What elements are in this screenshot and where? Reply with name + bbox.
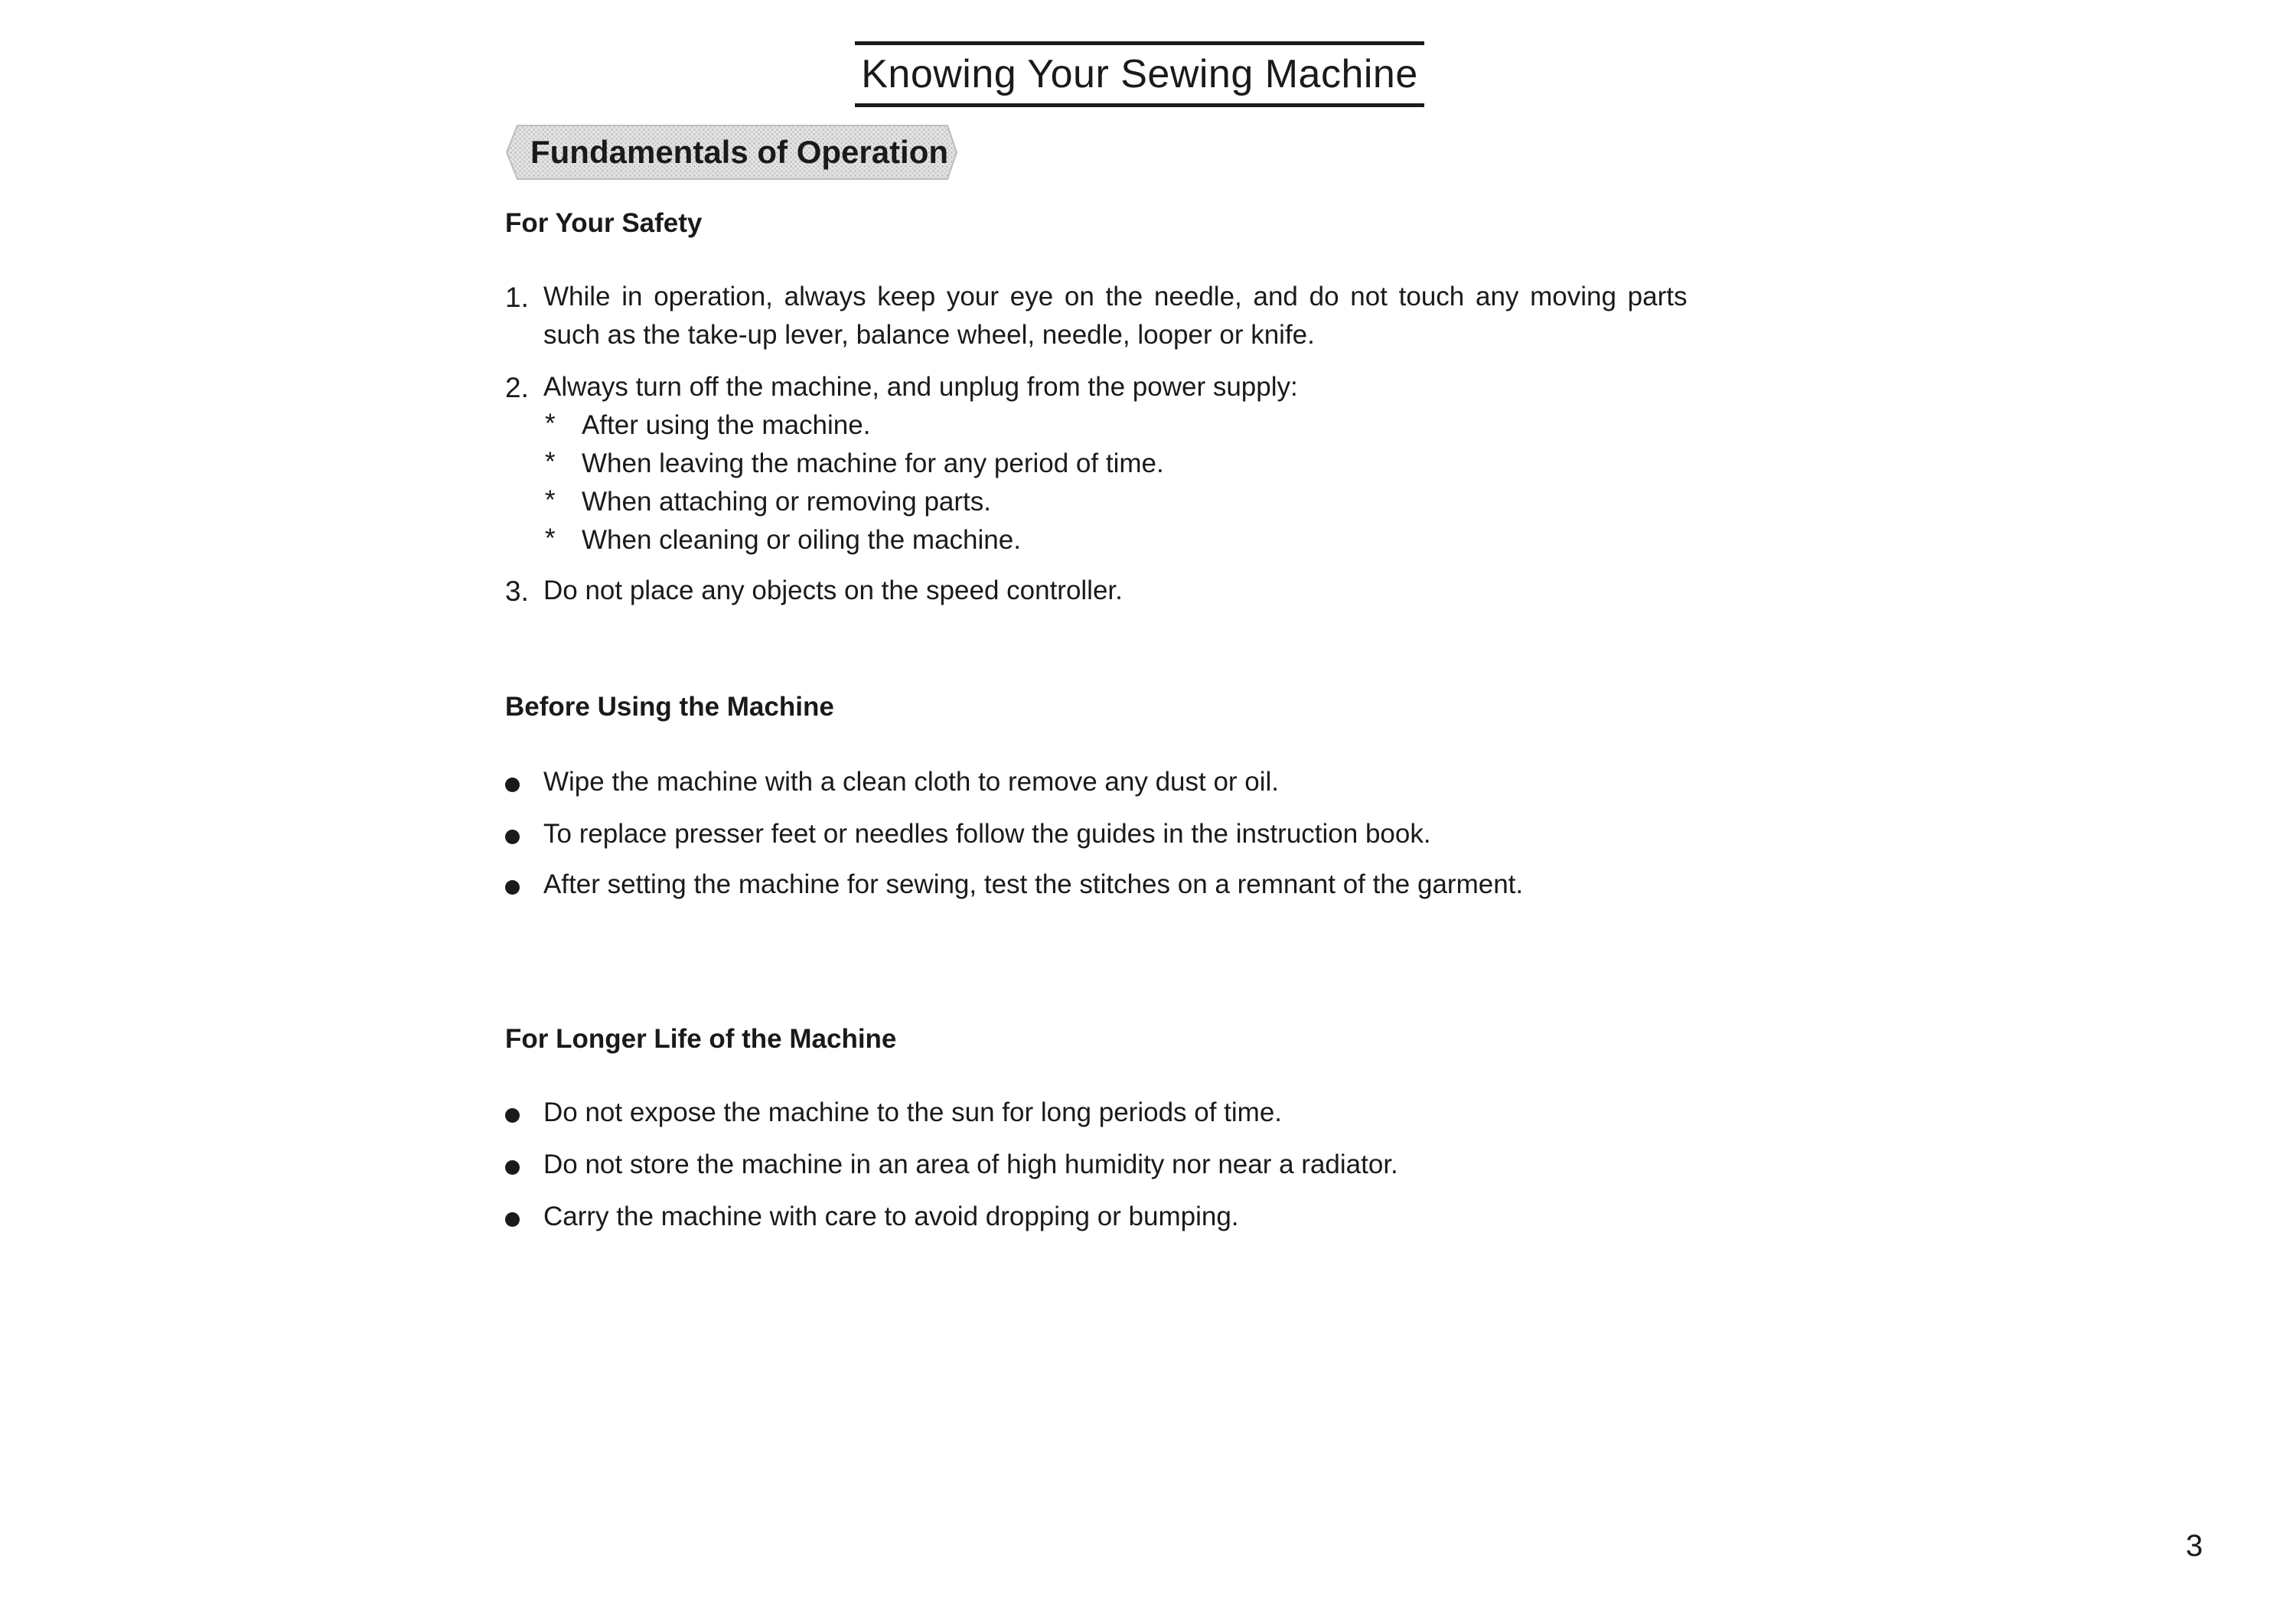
safety-subitem: After using the machine. bbox=[582, 410, 871, 440]
safety-item-3-line-1: Do not place any objects on the speed controller. bbox=[543, 576, 1123, 605]
bullet-icon bbox=[505, 778, 520, 792]
section-heading-longer-life: For Longer Life of the Machine bbox=[505, 1024, 897, 1054]
page-title: Knowing Your Sewing Machine bbox=[861, 52, 1418, 96]
safety-item-2-line-1: Always turn off the machine, and unplug from the power supply: bbox=[543, 372, 1298, 402]
safety-item-1-line-1: While in operation, always keep your eye on the needle, and do not touch any moving parts bbox=[543, 282, 1688, 311]
bullet-icon bbox=[505, 830, 520, 844]
safety-subitem: When attaching or removing parts. bbox=[582, 487, 991, 517]
bullet-icon bbox=[505, 880, 520, 895]
page-number: 3 bbox=[2186, 1529, 2203, 1563]
banner-label: Fundamentals of Operation bbox=[530, 134, 949, 170]
item-number: 2. bbox=[505, 372, 529, 403]
list-item: Do not store the machine in an area of high humidity nor near a radiator. bbox=[543, 1150, 1398, 1179]
list-item: Carry the machine with care to avoid dropping or bumping. bbox=[543, 1202, 1239, 1231]
section-heading-safety: For Your Safety bbox=[505, 208, 703, 238]
item-number: 3. bbox=[505, 576, 529, 607]
asterisk-marker: * bbox=[545, 447, 556, 477]
list-item: Do not expose the machine to the sun for long periods of time. bbox=[543, 1097, 1283, 1127]
bullet-icon bbox=[505, 1160, 520, 1175]
list-item: Wipe the machine with a clean cloth to remove any dust or oil. bbox=[543, 767, 1280, 797]
page-title-box bbox=[855, 41, 1424, 107]
asterisk-marker: * bbox=[545, 523, 556, 553]
bullet-icon bbox=[505, 1212, 520, 1227]
safety-subitem: When leaving the machine for any period of time. bbox=[582, 448, 1164, 478]
section-heading-before-use: Before Using the Machine bbox=[505, 692, 834, 722]
asterisk-marker: * bbox=[545, 485, 556, 515]
safety-subitem: When cleaning or oiling the machine. bbox=[582, 525, 1021, 555]
safety-item-1-line-2: such as the take-up lever, balance wheel, needle, looper or knife. bbox=[543, 320, 1315, 350]
list-item: After setting the machine for sewing, test the stitches on a remnant of the garment. bbox=[543, 869, 1524, 899]
section-banner bbox=[505, 124, 958, 181]
bullet-icon bbox=[505, 1108, 520, 1123]
list-item: To replace presser feet or needles follow the guides in the instruction book. bbox=[543, 819, 1431, 849]
asterisk-marker: * bbox=[545, 409, 556, 439]
item-number: 1. bbox=[505, 282, 529, 313]
